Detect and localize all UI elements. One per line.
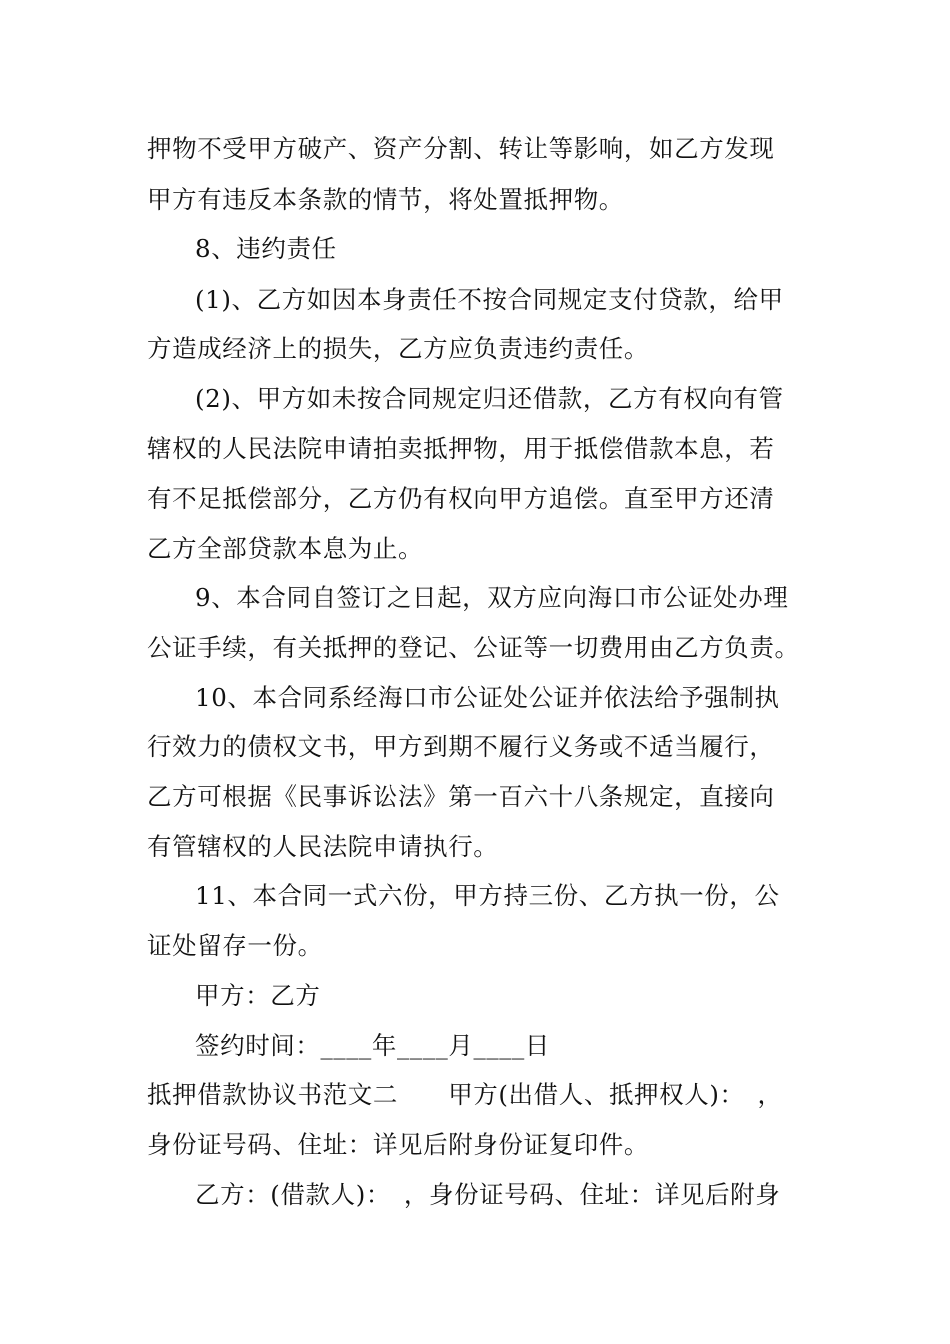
text-line: (1)、乙方如因本身责任不按合同规定支付贷款，给甲: [195, 285, 784, 314]
text-line: 身份证号码、住址：详见后附身份证复印件。: [147, 1130, 649, 1159]
text-line: 乙方可根据《民事诉讼法》第一百六十八条规定，直接向: [147, 782, 775, 811]
text-line: 乙方：(借款人)： ，身份证号码、住址：详见后附身: [195, 1180, 781, 1209]
text-line: 公证手续，有关抵押的登记、公证等一切费用由乙方负责。: [147, 633, 800, 662]
text-line: 11、本合同一式六份，甲方持三份、乙方执一份，公: [195, 881, 780, 910]
text-line: 乙方全部贷款本息为止。: [147, 534, 424, 563]
text-line: 甲方有违反本条款的情节，将处置抵押物。: [147, 185, 624, 214]
text-line: 押物不受甲方破产、资产分割、转让等影响，如乙方发现: [147, 134, 775, 163]
text-line: (2)、甲方如未按合同规定归还借款，乙方有权向有管: [195, 384, 784, 413]
text-line: 有管辖权的人民法院申请执行。: [147, 832, 499, 861]
section-heading: 8、违约责任: [195, 234, 337, 263]
text-line: 抵押借款协议书范文二 甲方(出借人、抵押权人)： ，: [147, 1080, 783, 1109]
text-line: 方造成经济上的损失，乙方应负责违约责任。: [147, 334, 649, 363]
text-line: 证处留存一份。: [147, 931, 323, 960]
text-line: 有不足抵偿部分，乙方仍有权向甲方追偿。直至甲方还清: [147, 484, 775, 513]
text-line: 辖权的人民法院申请拍卖抵押物，用于抵偿借款本息，若: [147, 434, 775, 463]
party-line: 甲方：乙方: [195, 981, 321, 1010]
text-line: 10、本合同系经海口市公证处公证并依法给予强制执: [195, 683, 780, 712]
text-line: 9、本合同自签订之日起，双方应向海口市公证处办理: [195, 583, 789, 612]
text-line: 行效力的债权文书，甲方到期不履行义务或不适当履行，: [147, 732, 775, 761]
signing-date-line: 签约时间：____年____月____日: [195, 1031, 550, 1060]
